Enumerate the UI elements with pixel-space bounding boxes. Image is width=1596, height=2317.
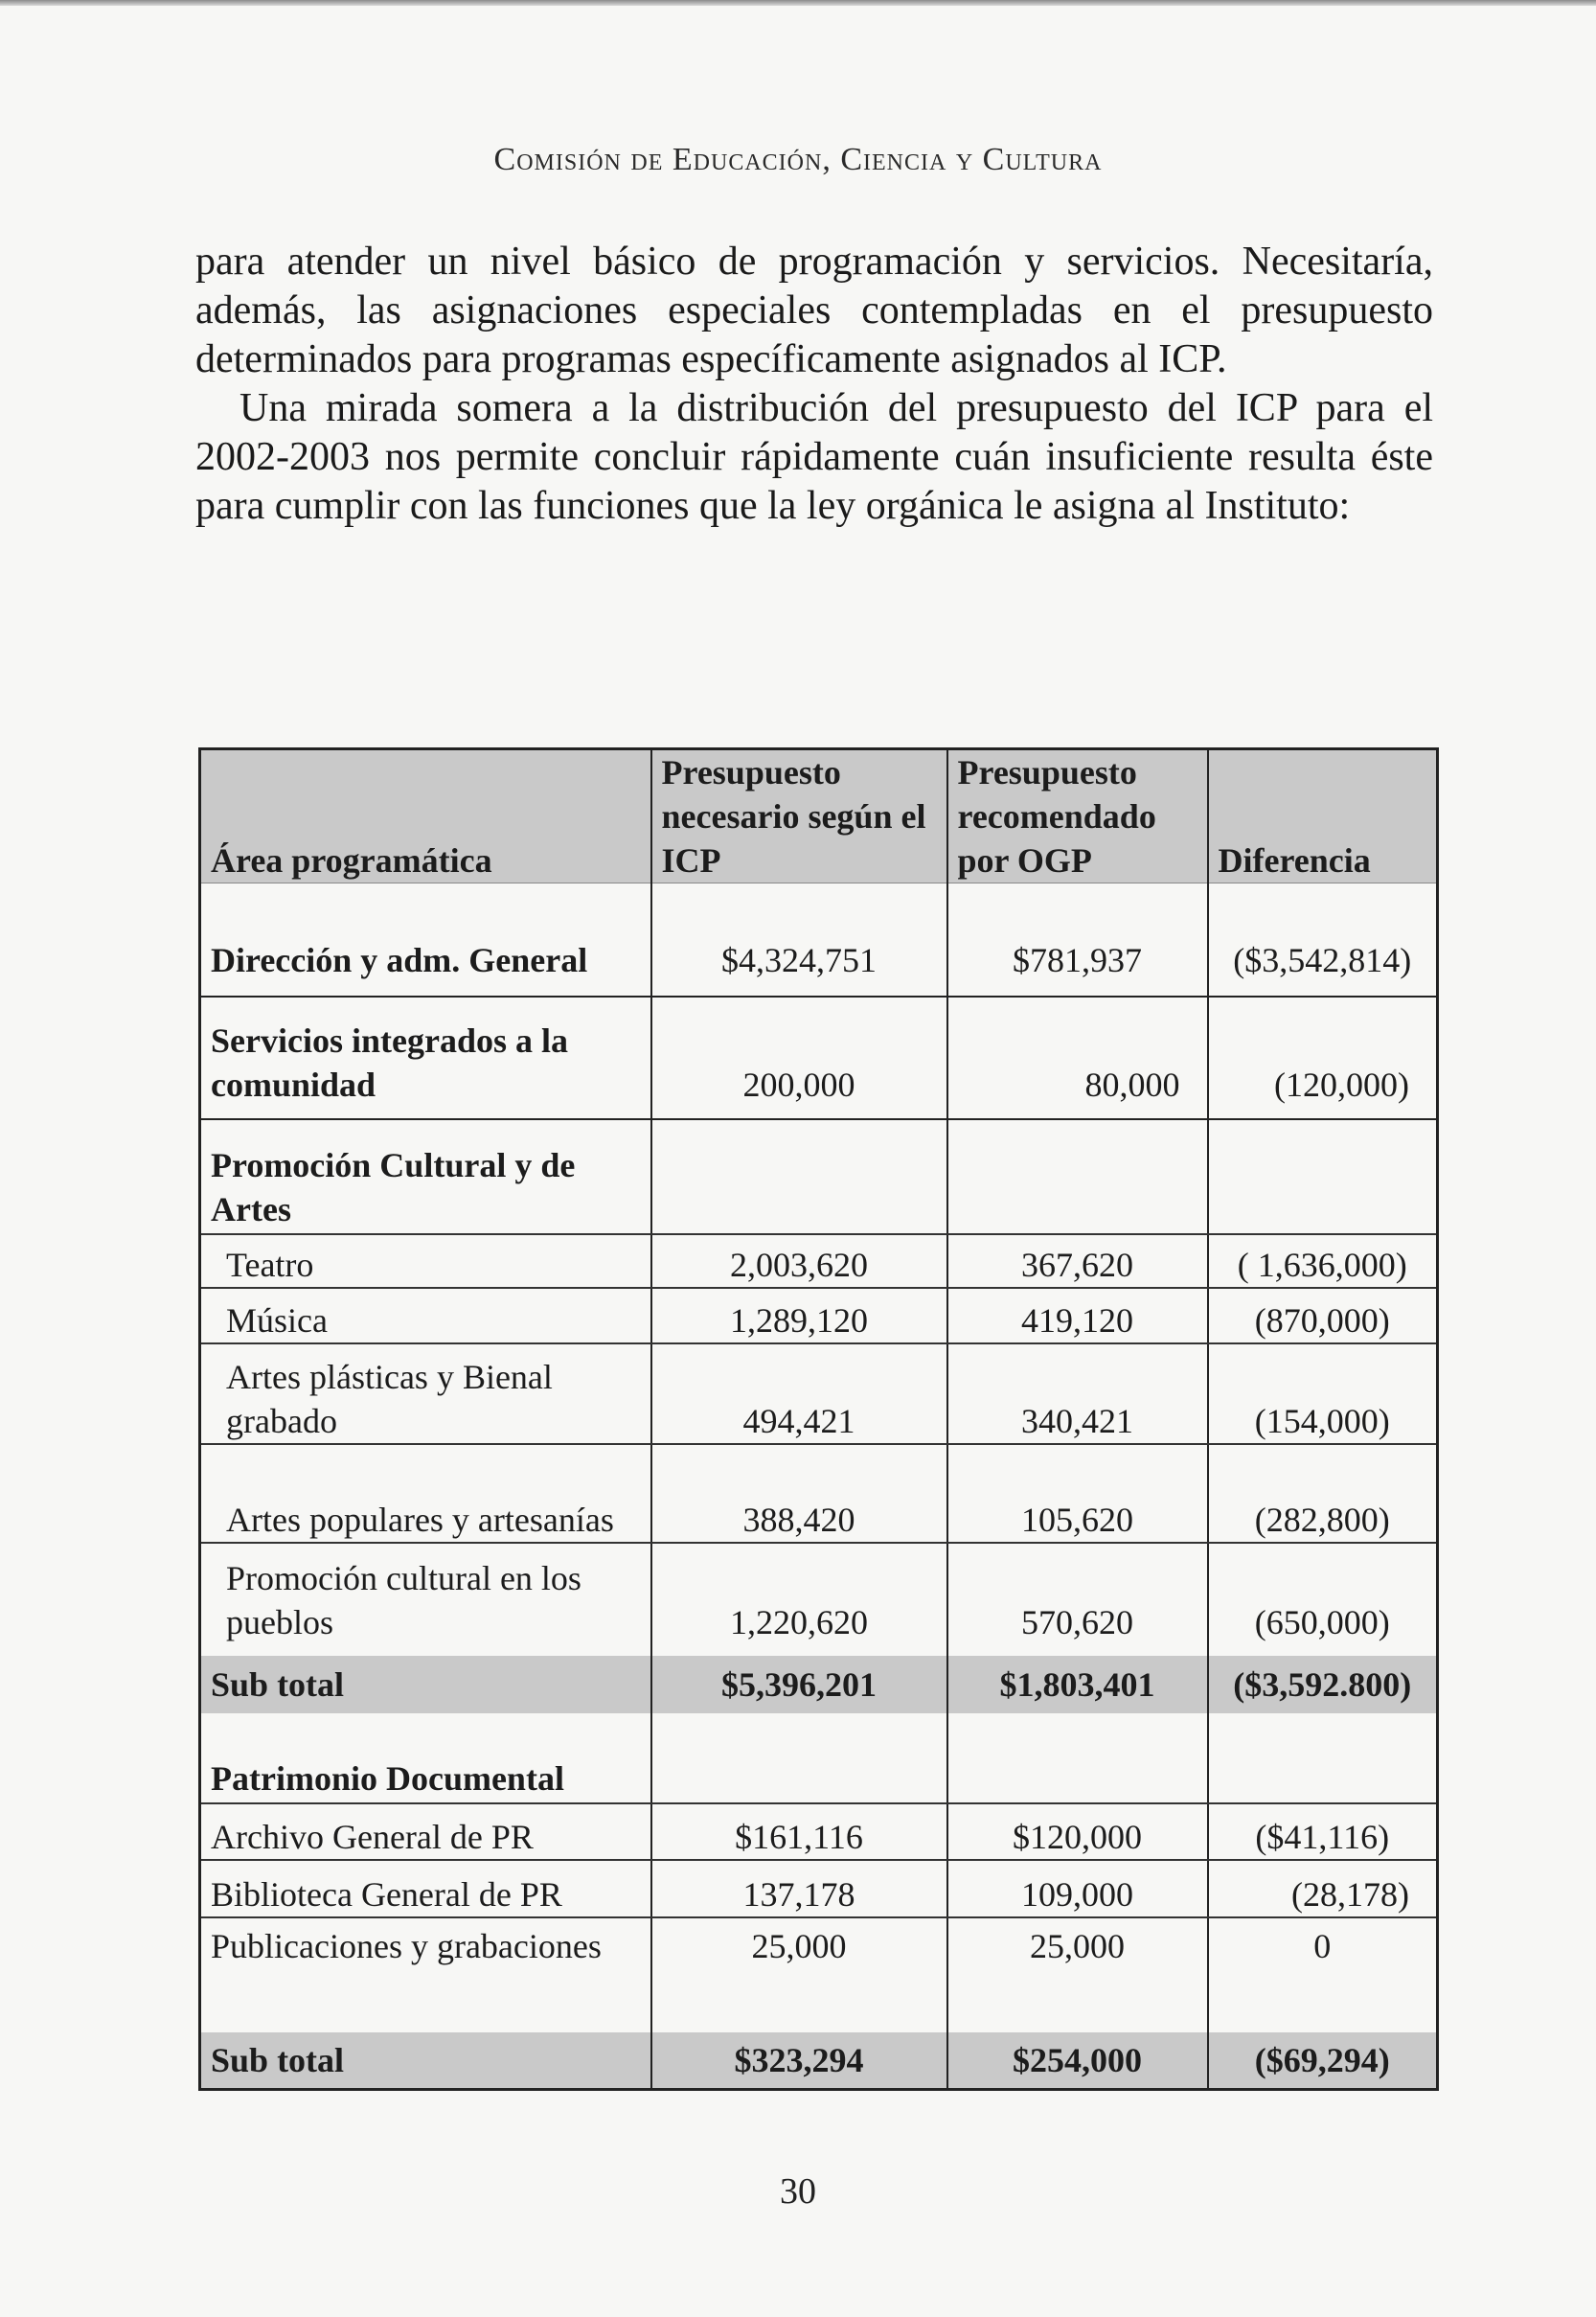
row-area: Artes plásticas y Bienal grabado	[200, 1343, 651, 1444]
row-ogp: 419,120	[947, 1288, 1208, 1343]
row-dif: ( 1,636,000)	[1208, 1234, 1438, 1288]
row-dif: 0	[1208, 1917, 1438, 1983]
row-ogp: 80,000	[947, 997, 1208, 1119]
row-icp: 25,000	[651, 1917, 947, 1983]
header-diferencia: Diferencia	[1208, 749, 1438, 883]
spacer-cell	[1208, 1983, 1438, 2032]
row-area: Publicaciones y grabaciones	[200, 1917, 651, 1983]
header-icp: Presupuesto necesario según el ICP	[651, 749, 947, 883]
table-row	[200, 1803, 1438, 1860]
subtotal-row	[200, 2032, 1438, 2090]
row-dif: (870,000)	[1208, 1288, 1438, 1343]
table-row	[200, 1917, 1438, 1983]
row-ogp: 570,620	[947, 1543, 1208, 1656]
row-ogp-empty	[947, 1713, 1208, 1803]
row-dif: ($69,294)	[1208, 2032, 1438, 2090]
running-head: Comisión de Educación, Ciencia y Cultura	[493, 142, 1103, 177]
row-icp: $161,116	[651, 1803, 947, 1860]
spacer-cell	[200, 1983, 651, 2032]
table-row	[200, 1860, 1438, 1917]
row-icp: 494,421	[651, 1343, 947, 1444]
row-area: Biblioteca General de PR	[200, 1860, 651, 1917]
row-icp: 2,003,620	[651, 1234, 947, 1288]
row-ogp: $254,000	[947, 2032, 1208, 2090]
row-ogp: 367,620	[947, 1234, 1208, 1288]
table-section-row	[200, 1119, 1438, 1234]
section-label: Patrimonio Documental	[200, 1713, 651, 1803]
row-ogp: $1,803,401	[947, 1656, 1208, 1713]
row-dif: (282,800)	[1208, 1444, 1438, 1543]
row-area: Servicios integrados a la comunidad	[200, 997, 651, 1119]
row-dif-empty	[1208, 1119, 1438, 1234]
row-area: Teatro	[200, 1234, 651, 1288]
top-rule	[0, 0, 1596, 6]
row-icp: 200,000	[651, 997, 947, 1119]
row-dif-empty	[1208, 1713, 1438, 1803]
row-icp: 388,420	[651, 1444, 947, 1543]
row-area: Dirección y adm. General	[200, 883, 651, 997]
row-icp-empty	[651, 1713, 947, 1803]
row-dif: ($41,116)	[1208, 1803, 1438, 1860]
row-area: Música	[200, 1288, 651, 1343]
header-ogp: Presupuesto recomendado por OGP	[947, 749, 1208, 883]
section-label: Promoción Cultural y de Artes	[200, 1119, 651, 1234]
row-dif: (650,000)	[1208, 1543, 1438, 1656]
table-header-row	[200, 749, 1438, 883]
row-area: Sub total	[200, 2032, 651, 2090]
page-number: 30	[780, 2171, 816, 2212]
row-icp: $4,324,751	[651, 883, 947, 997]
header-area: Área programática	[200, 749, 651, 883]
table-row	[200, 1543, 1438, 1656]
row-area: Promoción cultural en los pueblos	[200, 1543, 651, 1656]
row-dif: (154,000)	[1208, 1343, 1438, 1444]
table-row	[200, 1444, 1438, 1543]
row-icp: $5,396,201	[651, 1656, 947, 1713]
row-ogp: $120,000	[947, 1803, 1208, 1860]
row-dif: (28,178)	[1208, 1860, 1438, 1917]
table-row	[200, 1288, 1438, 1343]
row-dif: (120,000)	[1208, 997, 1438, 1119]
row-area: Archivo General de PR	[200, 1803, 651, 1860]
row-ogp: 25,000	[947, 1917, 1208, 1983]
body-text	[195, 238, 1433, 531]
table-row	[200, 883, 1438, 997]
row-ogp: 105,620	[947, 1444, 1208, 1543]
budget-table	[198, 747, 1439, 2091]
row-icp: 1,220,620	[651, 1543, 947, 1656]
row-icp: $323,294	[651, 2032, 947, 2090]
paragraph-1: para atender un nivel básico de programación y servicios. Necesitaría, además, las asignaciones especiales contempladas en el presupuesto determinados para programas específicamente asignados al ICP.	[195, 240, 1433, 381]
row-ogp: $781,937	[947, 883, 1208, 997]
table-row	[200, 1343, 1438, 1444]
row-icp: 1,289,120	[651, 1288, 947, 1343]
row-icp-empty	[651, 1119, 947, 1234]
row-area: Sub total	[200, 1656, 651, 1713]
spacer-cell	[947, 1983, 1208, 2032]
row-ogp-empty	[947, 1119, 1208, 1234]
paragraph-2: Una mirada somera a la distribución del presupuesto del ICP para el 2002-2003 nos permite concluir rápidamente cuán insuficiente resulta éste para cumplir con las funciones que la ley orgánica le asigna al Instituto:	[195, 386, 1433, 528]
row-ogp: 340,421	[947, 1343, 1208, 1444]
row-dif: ($3,592.800)	[1208, 1656, 1438, 1713]
table-row	[200, 1234, 1438, 1288]
spacer-row	[200, 1983, 1438, 2032]
row-dif: ($3,542,814)	[1208, 883, 1438, 997]
subtotal-row	[200, 1656, 1438, 1713]
table-row	[200, 997, 1438, 1119]
row-area: Artes populares y artesanías	[200, 1444, 651, 1543]
row-ogp: 109,000	[947, 1860, 1208, 1917]
row-icp: 137,178	[651, 1860, 947, 1917]
spacer-cell	[651, 1983, 947, 2032]
table-section-row	[200, 1713, 1438, 1803]
